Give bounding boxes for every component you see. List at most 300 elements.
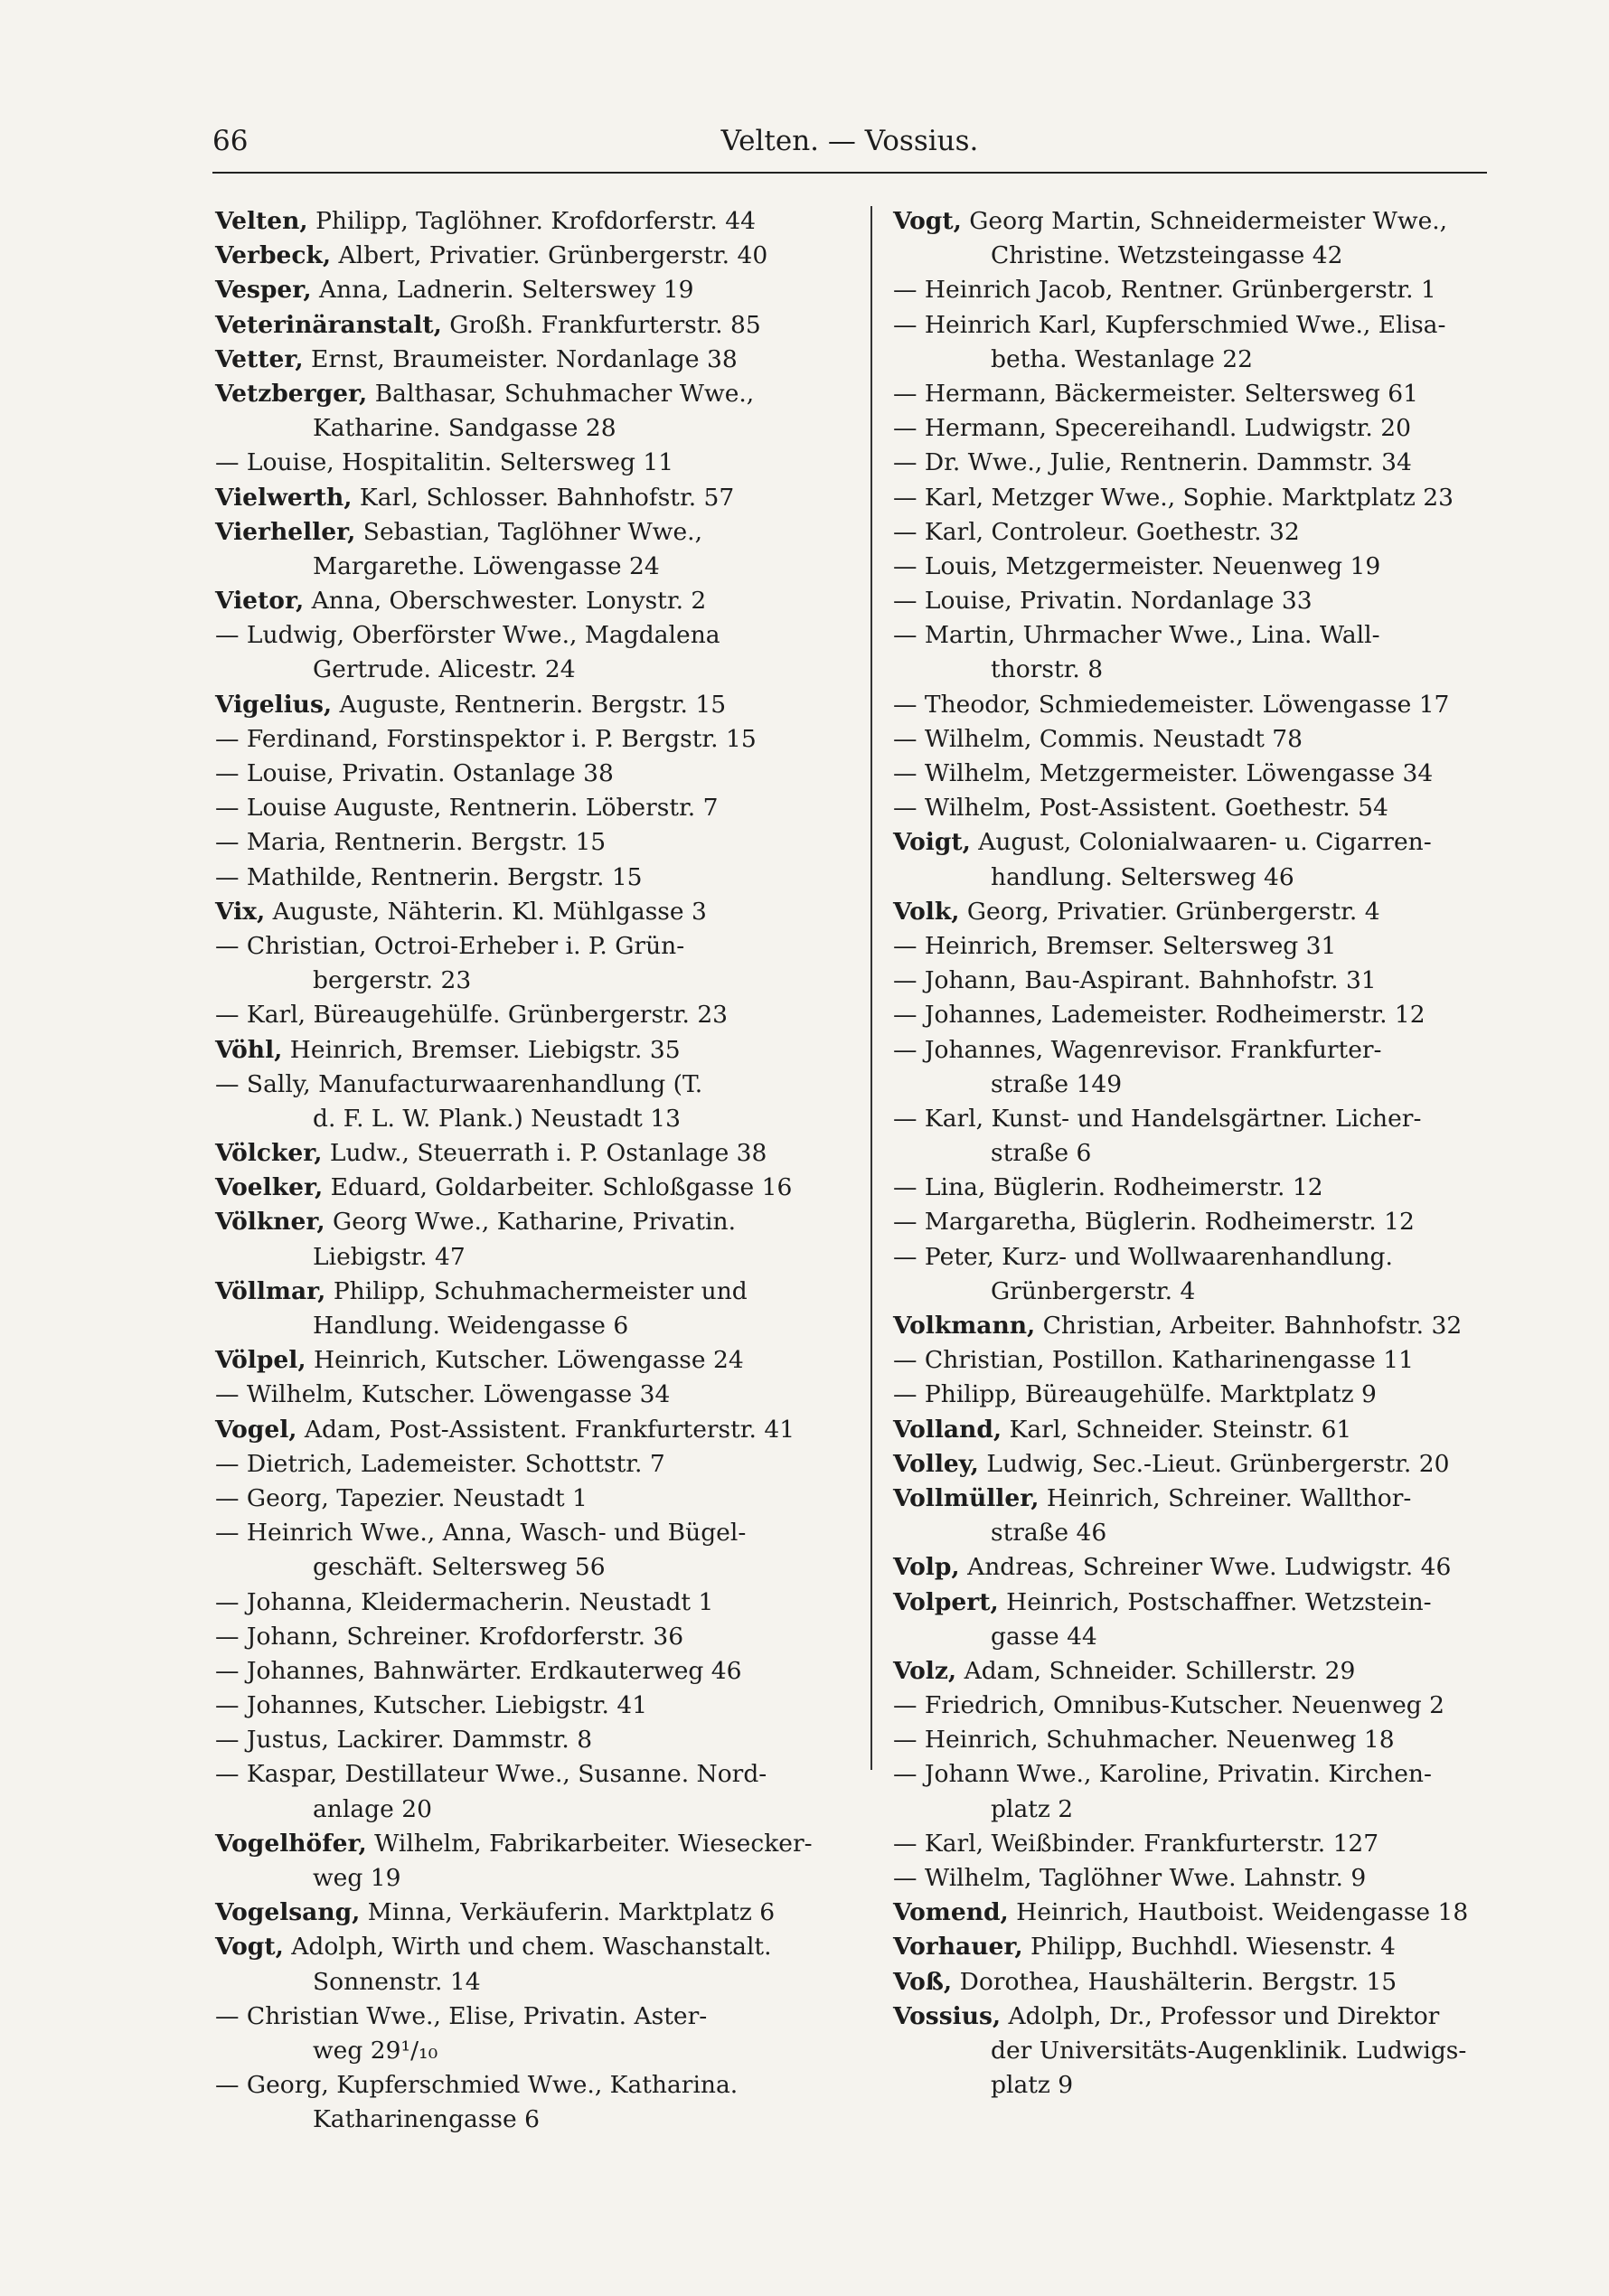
entry-text: August, Colonialwaaren- u. Cigarren- (970, 828, 1432, 857)
entry-text: Adam, Post-Assistent. Frankfurterstr. 41 (296, 1415, 795, 1444)
entry-line (893, 515, 1526, 550)
entry-line (215, 515, 848, 550)
entry-text: — Johanna, Kleidermacherin. Neustadt 1 (215, 1587, 714, 1616)
directory-entry (893, 1102, 1526, 1171)
entry-text: — Philipp, Büreaugehülfe. Marktplatz 9 (893, 1380, 1377, 1409)
entry-text: — Heinrich, Bremser. Seltersweg 31 (893, 931, 1337, 960)
entry-text: Grünbergerstr. 4 (991, 1276, 1196, 1305)
entry-line (215, 1723, 848, 1757)
directory-entry (893, 1757, 1526, 1826)
entry-line (215, 377, 848, 411)
directory-entry (215, 1171, 848, 1205)
entry-text: Ludwig, Sec.-Lieut. Grünbergerstr. 20 (978, 1449, 1450, 1478)
entry-text: d. F. L. W. Plank.) Neustadt 13 (313, 1104, 681, 1133)
entry-text: — Johann, Schreiner. Krofdorferstr. 36 (215, 1622, 684, 1651)
entry-text: Philipp, Schuhmachermeister und (325, 1276, 748, 1305)
entry-line (215, 273, 848, 307)
entry-line (893, 481, 1526, 515)
entry-line (215, 1586, 848, 1620)
entry-text: — Karl, Weißbinder. Frankfurterstr. 127 (893, 1829, 1379, 1858)
entry-surname: Volley, (893, 1449, 979, 1478)
directory-entry (893, 1723, 1526, 1757)
entry-text: — Maria, Rentnerin. Bergstr. 15 (215, 828, 607, 857)
directory-entry (893, 825, 1526, 894)
entry-continuation (215, 1240, 848, 1275)
entry-continuation (893, 2068, 1526, 2103)
entry-text: Adolph, Wirth und chem. Waschanstalt. (283, 1933, 772, 1962)
directory-entry (215, 1827, 848, 1896)
entry-surname: Vogt, (215, 1933, 284, 1962)
entry-text: — Karl, Controleur. Goethestr. 32 (893, 517, 1300, 546)
entry-surname: Vogel, (215, 1415, 297, 1444)
directory-entry (893, 515, 1526, 550)
entry-text: Heinrich, Postschaffner. Wetzstein- (998, 1587, 1432, 1616)
entry-line (215, 929, 848, 964)
entry-text: — Louise Auguste, Rentnerin. Löberstr. 7 (215, 794, 719, 823)
directory-entry (215, 2068, 848, 2137)
directory-entry (893, 1343, 1526, 1378)
entry-line (215, 343, 848, 377)
directory-entry (215, 1033, 848, 1068)
entry-line (215, 446, 848, 480)
entry-text: Ernst, Braumeister. Nordanlage 38 (303, 344, 738, 373)
entry-line (215, 688, 848, 722)
directory-entry (215, 895, 848, 929)
entry-surname: Volk, (893, 897, 960, 926)
entry-text: — Karl, Metzger Wwe., Sophie. Marktplatz 23 (893, 483, 1454, 512)
entry-text: Heinrich, Hautboist. Weidengasse 18 (1008, 1898, 1469, 1927)
entry-line (215, 584, 848, 618)
entry-text: Georg Martin, Schneidermeister Wwe., (961, 207, 1448, 235)
directory-entry (893, 481, 1526, 515)
entry-line (215, 308, 848, 343)
directory-entry (215, 481, 848, 515)
directory-entry (893, 1896, 1526, 1930)
directory-entry (215, 1136, 848, 1171)
entry-surname: Völpel, (215, 1346, 306, 1375)
directory-entry (215, 343, 848, 377)
directory-entry (893, 1447, 1526, 1482)
entry-line (893, 998, 1526, 1032)
entry-text: Karl, Schneider. Steinstr. 61 (1002, 1415, 1352, 1444)
entry-text: — Johannes, Bahnwärter. Erdkauterweg 46 (215, 1656, 742, 1685)
entry-line (215, 998, 848, 1032)
entry-surname: Völcker, (215, 1139, 323, 1168)
directory-entry (215, 1896, 848, 1930)
entry-line (893, 550, 1526, 584)
directory-entry (893, 1309, 1526, 1343)
entry-text: — Wilhelm, Post-Assistent. Goethestr. 54 (893, 794, 1388, 823)
entry-line (215, 1689, 848, 1723)
entry-surname: Volp, (893, 1553, 960, 1582)
entry-text: — Ferdinand, Forstinspektor i. P. Bergstr. 15 (215, 724, 757, 753)
directory-entry (893, 998, 1526, 1032)
directory-entry (893, 1482, 1526, 1550)
entry-continuation (215, 1965, 848, 2000)
entry-text: Margarethe. Löwengasse 24 (313, 551, 660, 580)
directory-entry (893, 618, 1526, 687)
directory-entry (893, 1033, 1526, 1102)
entry-text: Christian, Arbeiter. Bahnhofstr. 32 (1035, 1312, 1463, 1340)
entry-text: — Louis, Metzgermeister. Neuenweg 19 (893, 551, 1381, 580)
directory-entry (215, 757, 848, 791)
entry-text: — Heinrich Karl, Kupferschmied Wwe., Elisa- (893, 310, 1446, 339)
entry-text: — Friedrich, Omnibus-Kutscher. Neuenweg 2 (893, 1691, 1445, 1720)
entry-line (893, 618, 1526, 653)
entry-text: — Karl, Kunst- und Handelsgärtner. Licher- (893, 1104, 1422, 1133)
entry-text: der Universitäts-Augenklinik. Ludwigs- (991, 2036, 1467, 2065)
entry-line (215, 204, 848, 239)
entry-text: bergerstr. 23 (313, 966, 472, 995)
entry-text: thorstr. 8 (991, 655, 1104, 684)
directory-entry (215, 584, 848, 618)
entry-line (215, 1930, 848, 1964)
entry-text: — Johannes, Kutscher. Liebigstr. 41 (215, 1691, 648, 1720)
entry-surname: Völlmar, (215, 1276, 326, 1305)
entry-text: anlage 20 (313, 1794, 432, 1823)
entry-text: — Wilhelm, Taglöhner Wwe. Lahnstr. 9 (893, 1864, 1367, 1892)
header-rule (212, 172, 1487, 174)
directory-entry (215, 998, 848, 1032)
directory-entry (893, 1413, 1526, 1447)
entry-text: Georg, Privatier. Grünbergerstr. 4 (959, 897, 1380, 926)
entry-text: — Wilhelm, Commis. Neustadt 78 (893, 724, 1303, 753)
entry-continuation (893, 343, 1526, 377)
entry-text: — Margaretha, Büglerin. Rodheimerstr. 12 (893, 1208, 1415, 1237)
entry-surname: Verbeck, (215, 241, 332, 270)
entry-text: Eduard, Goldarbeiter. Schloßgasse 16 (323, 1173, 793, 1202)
entry-text: Karl, Schlosser. Bahnhofstr. 57 (352, 483, 735, 512)
entry-line (215, 1827, 848, 1861)
entry-line (215, 1654, 848, 1689)
entry-continuation (215, 411, 848, 446)
directory-entry (215, 825, 848, 860)
entry-text: Auguste, Rentnerin. Bergstr. 15 (332, 690, 727, 719)
directory-entry (893, 1205, 1526, 1239)
entry-text: — Mathilde, Rentnerin. Bergstr. 15 (215, 862, 643, 891)
entry-text: — Christian, Octroi-Erheber i. P. Grün- (215, 931, 685, 960)
entry-surname: Vietor, (215, 587, 305, 616)
entry-line (215, 1033, 848, 1068)
entry-text: — Hermann, Specereihandl. Ludwigstr. 20 (893, 414, 1411, 443)
directory-entry (215, 2000, 848, 2068)
entry-line (893, 1102, 1526, 1136)
entry-text: Heinrich, Bremser. Liebigstr. 35 (282, 1035, 681, 1064)
entry-text: — Johann, Bau-Aspirant. Bahnhofstr. 31 (893, 966, 1377, 995)
directory-entry (893, 2000, 1526, 2103)
entry-text: Liebigstr. 47 (313, 1242, 466, 1271)
directory-entry (215, 1447, 848, 1482)
entry-text: — Heinrich Jacob, Rentner. Grünbergerstr. 1 (893, 276, 1436, 305)
directory-entry (893, 204, 1526, 273)
entry-line (215, 861, 848, 895)
directory-entry (215, 618, 848, 687)
entry-text: — Heinrich Wwe., Anna, Wasch- und Bügel- (215, 1519, 747, 1548)
entry-text: platz 9 (991, 2071, 1074, 2100)
entry-line (215, 1896, 848, 1930)
directory-entry (215, 1586, 848, 1620)
entry-text: Auguste, Nähterin. Kl. Mühlgasse 3 (265, 897, 707, 926)
entry-text: — Lina, Büglerin. Rodheimerstr. 12 (893, 1173, 1323, 1202)
directory-entry (893, 1654, 1526, 1689)
entry-line (893, 1447, 1526, 1482)
entry-text: — Johannes, Wagenrevisor. Frankfurter- (893, 1035, 1382, 1064)
entry-surname: Vogelsang, (215, 1898, 361, 1927)
directory-entry (893, 1586, 1526, 1654)
entry-line (893, 1827, 1526, 1861)
entry-surname: Völkner, (215, 1208, 325, 1237)
entry-surname: Voelker, (215, 1173, 324, 1202)
entry-line (215, 618, 848, 653)
entry-text: — Christian, Postillon. Katharinengasse 11 (893, 1346, 1414, 1375)
entry-line (893, 1240, 1526, 1275)
directory-entry (893, 550, 1526, 584)
entry-continuation (215, 1102, 848, 1136)
entry-continuation (215, 1793, 848, 1827)
entry-text: — Ludwig, Oberförster Wwe., Magdalena (215, 621, 720, 650)
entry-text: — Justus, Lackirer. Dammstr. 8 (215, 1726, 593, 1755)
entry-continuation (893, 653, 1526, 687)
entry-text: Adolph, Dr., Professor und Direktor (1001, 2001, 1440, 2030)
page-number: 66 (212, 125, 249, 157)
directory-entry (893, 1930, 1526, 1964)
entry-line (215, 2000, 848, 2034)
entry-text: — Kaspar, Destillateur Wwe., Susanne. Nord- (215, 1760, 767, 1789)
entry-line (215, 1757, 848, 1792)
entry-line (215, 1136, 848, 1171)
entry-surname: Vetzberger, (215, 379, 368, 408)
entry-text: — Theodor, Schmiedemeister. Löwengasse 17 (893, 690, 1450, 719)
entry-line (215, 1413, 848, 1447)
entry-text: — Georg, Tapezier. Neustadt 1 (215, 1483, 588, 1512)
entry-line (893, 1343, 1526, 1378)
entry-line (215, 1171, 848, 1205)
entry-text: Katharinengasse 6 (313, 2105, 540, 2134)
directory-entry (215, 929, 848, 998)
entry-text: Dorothea, Haushälterin. Bergstr. 15 (952, 1967, 1397, 1996)
directory-entry (893, 1689, 1526, 1723)
entry-line (893, 1033, 1526, 1068)
entry-continuation (215, 1309, 848, 1343)
directory-entry (215, 1378, 848, 1412)
entry-text: straße 6 (991, 1139, 1092, 1168)
entry-line (893, 1586, 1526, 1620)
entry-continuation (893, 861, 1526, 895)
entry-line (893, 1930, 1526, 1964)
directory-entry (215, 1343, 848, 1378)
directory-entry (215, 239, 848, 273)
entry-text: Anna, Ladnerin. Selterswey 19 (311, 276, 694, 305)
directory-entry (893, 722, 1526, 757)
entry-text: straße 149 (991, 1069, 1123, 1098)
entry-continuation (215, 550, 848, 584)
entry-text: — Georg, Kupferschmied Wwe., Katharina. (215, 2071, 739, 2100)
entry-text: Gertrude. Alicestr. 24 (313, 655, 576, 684)
entry-line (215, 1275, 848, 1309)
directory-entry (215, 1482, 848, 1516)
directory-entry (215, 515, 848, 584)
entry-continuation (893, 1620, 1526, 1654)
directory-entry (893, 411, 1526, 446)
entry-continuation (215, 964, 848, 998)
directory-entry (215, 791, 848, 825)
page-header (212, 125, 1487, 161)
entry-continuation (893, 1793, 1526, 1827)
entry-line (893, 1171, 1526, 1205)
entry-text: — Johann Wwe., Karoline, Privatin. Kirchen- (893, 1760, 1432, 1789)
entry-text: straße 46 (991, 1519, 1107, 1548)
entry-text: Albert, Privatier. Grünbergerstr. 40 (331, 241, 768, 270)
entry-surname: Volpert, (893, 1587, 999, 1616)
entry-text: weg 29¹/₁₀ (313, 2036, 438, 2065)
directory-entry (893, 1171, 1526, 1205)
entry-continuation (893, 1516, 1526, 1550)
entry-text: handlung. Seltersweg 46 (991, 862, 1294, 891)
entry-text: Andreas, Schreiner Wwe. Ludwigstr. 46 (959, 1553, 1452, 1582)
column-divider (870, 206, 872, 1770)
entry-line (215, 1378, 848, 1412)
entry-text: Katharine. Sandgasse 28 (313, 414, 616, 443)
directory-entry (893, 1827, 1526, 1861)
directory-entry (215, 204, 848, 239)
entry-line (215, 1482, 848, 1516)
entry-text: — Dr. Wwe., Julie, Rentnerin. Dammstr. 34 (893, 448, 1412, 477)
directory-entry (215, 1689, 848, 1723)
entry-line (893, 757, 1526, 791)
entry-text: Christine. Wetzsteingasse 42 (991, 241, 1343, 270)
entry-text: Sebastian, Taglöhner Wwe., (355, 517, 703, 546)
entry-line (215, 1343, 848, 1378)
entry-surname: Volkmann, (893, 1312, 1036, 1340)
entry-line (215, 1447, 848, 1482)
entry-line (893, 1654, 1526, 1689)
right-column (893, 204, 1526, 2103)
directory-entry (893, 1550, 1526, 1585)
entry-line (893, 791, 1526, 825)
entry-line (215, 1205, 848, 1239)
entry-line (893, 1378, 1526, 1412)
entry-line (215, 895, 848, 929)
entry-surname: Vigelius, (215, 690, 333, 719)
directory-entry (893, 377, 1526, 411)
directory-entry (893, 1378, 1526, 1412)
entry-line (893, 308, 1526, 343)
directory-entry (893, 1240, 1526, 1309)
entry-text: Anna, Oberschwester. Lonystr. 2 (304, 587, 707, 616)
entry-surname: Veterinäranstalt, (215, 310, 442, 339)
entry-surname: Vollmüller, (893, 1483, 1040, 1512)
entry-text: — Heinrich, Schuhmacher. Neuenweg 18 (893, 1726, 1395, 1755)
entry-text: Heinrich, Schreiner. Wallthor- (1039, 1483, 1412, 1512)
entry-continuation (893, 1136, 1526, 1171)
entry-line (893, 964, 1526, 998)
entry-line (215, 1516, 848, 1550)
entry-line (893, 273, 1526, 307)
entry-text: weg 19 (313, 1864, 401, 1892)
entry-line (893, 825, 1526, 860)
entry-line (893, 1723, 1526, 1757)
directory-entry (893, 1965, 1526, 2000)
entry-line (893, 1413, 1526, 1447)
entry-line (215, 825, 848, 860)
directory-entry (215, 1654, 848, 1689)
entry-surname: Vorhauer, (893, 1933, 1023, 1962)
entry-text: Handlung. Weidengasse 6 (313, 1312, 629, 1340)
entry-continuation (893, 239, 1526, 273)
entry-line (893, 377, 1526, 411)
directory-entry (215, 688, 848, 722)
entry-line (893, 1757, 1526, 1792)
left-column (215, 204, 848, 2138)
entry-surname: Velten, (215, 207, 308, 235)
directory-entry (215, 1068, 848, 1136)
entry-line (893, 1965, 1526, 2000)
entry-line (215, 722, 848, 757)
entry-text: Philipp, Buchhdl. Wiesenstr. 4 (1022, 1933, 1396, 1962)
entry-surname: Vesper, (215, 276, 312, 305)
entry-line (893, 929, 1526, 964)
entry-line (893, 204, 1526, 239)
entry-surname: Volland, (893, 1415, 1002, 1444)
directory-entry (215, 1413, 848, 1447)
entry-line (893, 895, 1526, 929)
directory-entry (215, 1930, 848, 1999)
entry-text: Georg Wwe., Katharine, Privatin. (325, 1208, 736, 1237)
entry-surname: Vielwerth, (215, 483, 353, 512)
directory-entry (215, 1275, 848, 1343)
entry-line (893, 722, 1526, 757)
directory-entry (215, 1723, 848, 1757)
directory-entry (215, 273, 848, 307)
entry-surname: Voß, (893, 1967, 953, 1996)
entry-text: — Sally, Manufacturwaarenhandlung (T. (215, 1069, 703, 1098)
directory-entry (215, 861, 848, 895)
directory-entry (893, 308, 1526, 377)
entry-text: — Louise, Privatin. Nordanlage 33 (893, 587, 1313, 616)
directory-entry (893, 584, 1526, 618)
entry-continuation (893, 1275, 1526, 1309)
entry-continuation (215, 1861, 848, 1896)
entry-line (893, 411, 1526, 446)
entry-text: — Wilhelm, Metzgermeister. Löwengasse 34 (893, 759, 1434, 787)
entry-text: Großh. Frankfurterstr. 85 (441, 310, 761, 339)
entry-surname: Vossius, (893, 2001, 1002, 2030)
directory-entry (893, 929, 1526, 964)
entry-surname: Vomend, (893, 1898, 1009, 1927)
entry-surname: Vetter, (215, 344, 304, 373)
directory-entry (893, 791, 1526, 825)
entry-surname: Vöhl, (215, 1035, 283, 1064)
entry-line (893, 1896, 1526, 1930)
entry-surname: Vogelhöfer, (215, 1829, 367, 1858)
entry-text: Heinrich, Kutscher. Löwengasse 24 (306, 1346, 744, 1375)
entry-text: Minna, Verkäuferin. Marktplatz 6 (360, 1898, 776, 1927)
directory-entry (215, 446, 848, 480)
entry-line (893, 446, 1526, 480)
entry-surname: Vix, (215, 897, 266, 926)
entry-line (893, 1482, 1526, 1516)
entry-line (893, 2000, 1526, 2034)
directory-entry (893, 1861, 1526, 1896)
entry-text: betha. Westanlage 22 (991, 344, 1253, 373)
directory-entry (215, 1620, 848, 1654)
entry-continuation (215, 2034, 848, 2068)
entry-line (215, 1068, 848, 1102)
entry-text: — Louise, Hospitalitin. Seltersweg 11 (215, 448, 674, 477)
entry-line (215, 481, 848, 515)
directory-entry (893, 688, 1526, 722)
entry-line (893, 1861, 1526, 1896)
